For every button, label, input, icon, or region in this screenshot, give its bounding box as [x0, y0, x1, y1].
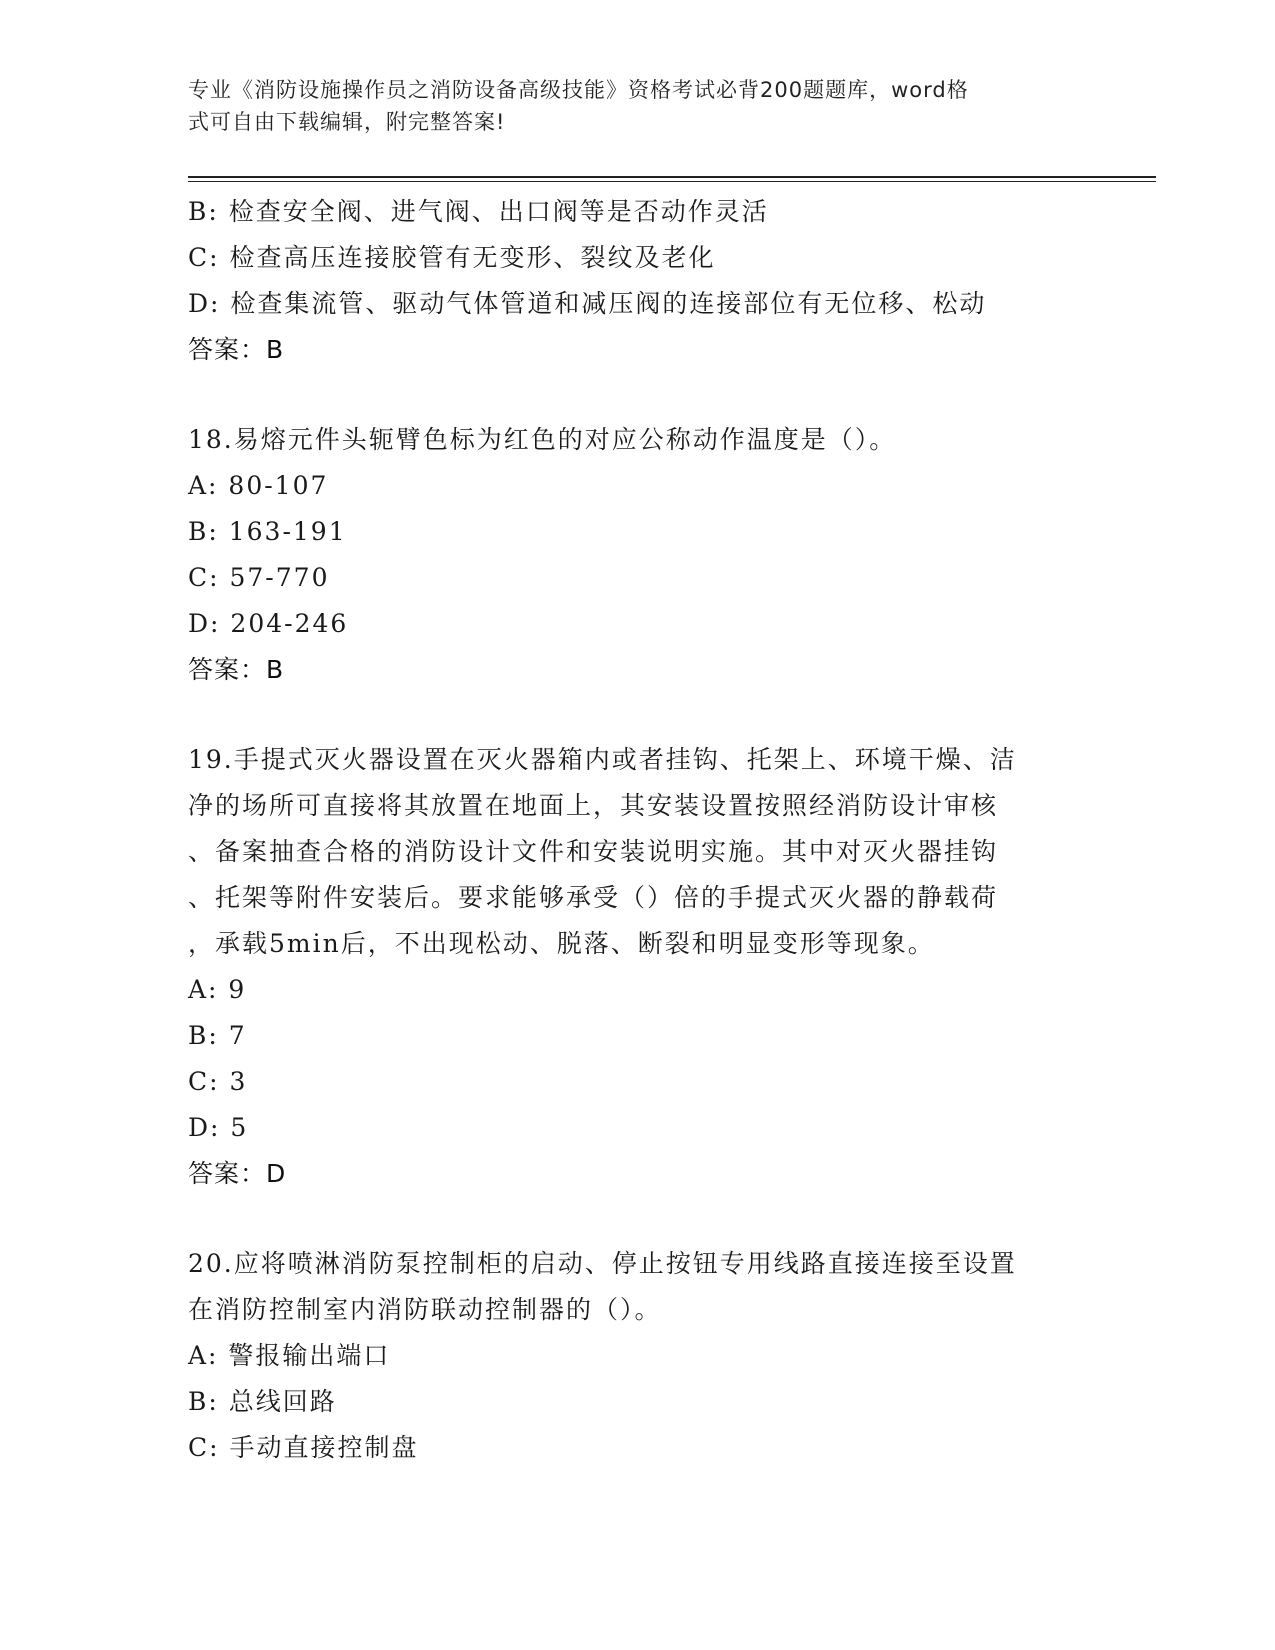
- option-d: D: 检查集流管、驱动气体管道和减压阀的连接部位有无位移、松动: [188, 289, 987, 318]
- question-text-line: 19.手提式灭火器设置在灭火器箱内或者挂钩、托架上、环境干燥、洁: [188, 745, 1017, 774]
- option-b: B: 163-191: [188, 517, 347, 546]
- question-text-line: 在消防控制室内消防联动控制器的（）。: [188, 1295, 662, 1324]
- question-17: [188, 189, 1088, 373]
- option-b: B: 总线回路: [188, 1387, 337, 1416]
- document-body: [188, 189, 1088, 1471]
- option-c: C: 手动直接控制盘: [188, 1433, 419, 1462]
- question-20: [188, 1241, 1088, 1471]
- answer: 答案：B: [188, 655, 285, 684]
- question-19: [188, 737, 1088, 1197]
- answer: 答案：B: [188, 335, 285, 364]
- header-divider-thick: [188, 176, 1156, 178]
- header-line-2: 式可自由下载编辑，附完整答案!: [188, 110, 506, 134]
- header-line-1: 专业《消防设施操作员之消防设备高级技能》资格考试必背200题题库，word格: [188, 78, 969, 102]
- question-text-line: 、托架等附件安装后。要求能够承受（）倍的手提式灭火器的静载荷: [188, 883, 999, 912]
- option-b: B: 检查安全阀、进气阀、出口阀等是否动作灵活: [188, 197, 769, 226]
- option-d: D: 5: [188, 1113, 249, 1142]
- question-text: 18.易熔元件头轭臂色标为红色的对应公称动作温度是（）。: [188, 425, 897, 454]
- question-text-line: 净的场所可直接将其放置在地面上，其安装设置按照经消防设计审核: [188, 791, 999, 820]
- option-d: D: 204-246: [188, 609, 349, 638]
- option-c: C: 检查高压连接胶管有无变形、裂纹及老化: [188, 243, 716, 272]
- option-b: B: 7: [188, 1021, 247, 1050]
- option-c: C: 3: [188, 1067, 248, 1096]
- question-text-line: ，承载5min后，不出现松动、脱落、断裂和明显变形等现象。: [188, 929, 935, 958]
- option-a: A: 9: [188, 975, 247, 1004]
- answer: 答案：D: [188, 1159, 287, 1188]
- document-header: [188, 74, 1068, 138]
- option-a: A: 警报输出端口: [188, 1341, 391, 1370]
- option-a: A: 80-107: [188, 471, 329, 500]
- question-18: [188, 417, 1088, 693]
- question-text-line: 、备案抽查合格的消防设计文件和安装说明实施。其中对灭火器挂钩: [188, 837, 999, 866]
- option-c: C: 57-770: [188, 563, 330, 592]
- header-divider-thin: [188, 181, 1156, 182]
- question-text-line: 20.应将喷淋消防泵控制柜的启动、停止按钮专用线路直接连接至设置: [188, 1249, 1017, 1278]
